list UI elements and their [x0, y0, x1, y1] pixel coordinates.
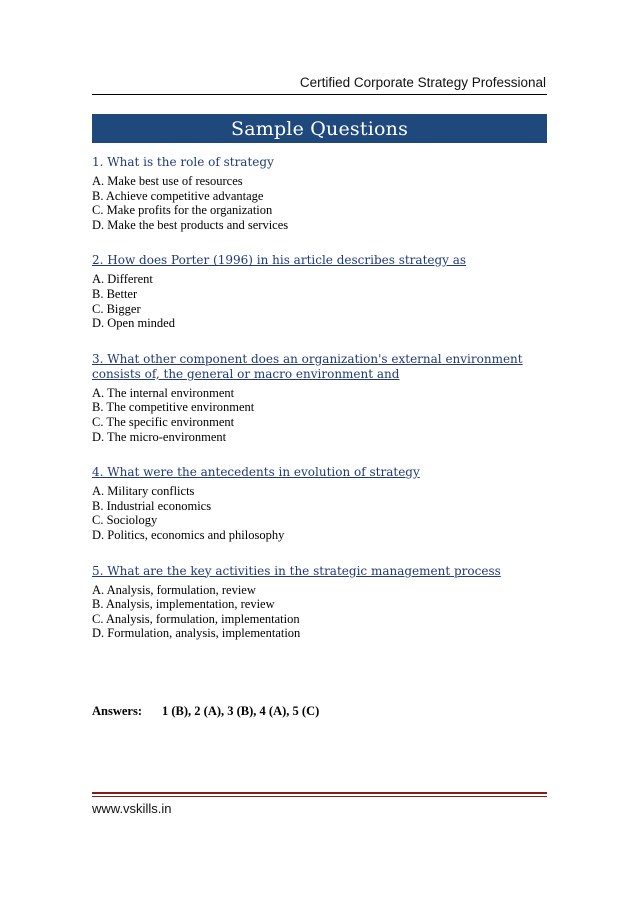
option-c: C. Sociology — [92, 513, 158, 528]
option-c: C. The specific environment — [92, 414, 235, 429]
sample-questions-banner — [92, 114, 547, 143]
option-a: A. Make best use of resources — [92, 174, 243, 188]
question-5 — [92, 564, 548, 641]
option-a: A. The internal environment — [92, 385, 235, 400]
option-d: D. Open minded — [92, 316, 175, 331]
option-b: B. The competitive environment — [92, 400, 255, 415]
question-2 — [92, 253, 548, 330]
option-b: B. Analysis, implementation, review — [92, 597, 275, 612]
footer-website-url: www.vskills.in — [92, 801, 172, 816]
option-b: B. Better — [92, 286, 138, 301]
question-text: 5. What are the key activities in the strategic management process — [92, 563, 501, 578]
footer-divider — [92, 792, 547, 794]
footer-divider-thin — [92, 796, 547, 797]
option-d: D. The micro-environment — [92, 429, 227, 444]
option-d: D. Formulation, analysis, implementation — [92, 626, 301, 641]
banner-title: Sample Questions — [230, 117, 409, 140]
answers-label: Answers: — [92, 704, 142, 718]
header-divider — [92, 94, 547, 95]
option-a: A. Different — [92, 272, 153, 287]
question-text: 1. What is the role of strategy — [92, 155, 274, 169]
option-b: B. Industrial economics — [92, 498, 212, 513]
answers-value: 1 (B), 2 (A), 3 (B), 4 (A), 5 (C) — [162, 704, 320, 718]
page-header-title: Certified Corporate Strategy Professional — [299, 75, 546, 90]
question-text: 4. What were the antecedents in evolution of strategy — [92, 465, 420, 480]
option-b: B. Achieve competitive advantage — [92, 188, 264, 203]
question-4 — [92, 465, 548, 542]
option-c: C. Make profits for the organization — [92, 203, 273, 218]
question-1 — [92, 155, 548, 232]
answer-key — [92, 704, 319, 719]
option-c: C. Bigger — [92, 301, 141, 316]
option-d: D. Politics, economics and philosophy — [92, 527, 285, 542]
option-a: A. Military conflicts — [92, 484, 195, 499]
option-a: A. Analysis, formulation, review — [92, 582, 256, 597]
option-c: C. Analysis, formulation, implementation — [92, 611, 300, 626]
questions-list — [92, 155, 548, 662]
option-d: D. Make the best products and services — [92, 217, 289, 232]
question-text: 2. How does Porter (1996) in his article describes strategy as — [92, 253, 467, 268]
question-3 — [92, 352, 548, 444]
question-text: 3. What other component does an organization's external environment consists of, the general or macro environment and — [92, 351, 523, 381]
